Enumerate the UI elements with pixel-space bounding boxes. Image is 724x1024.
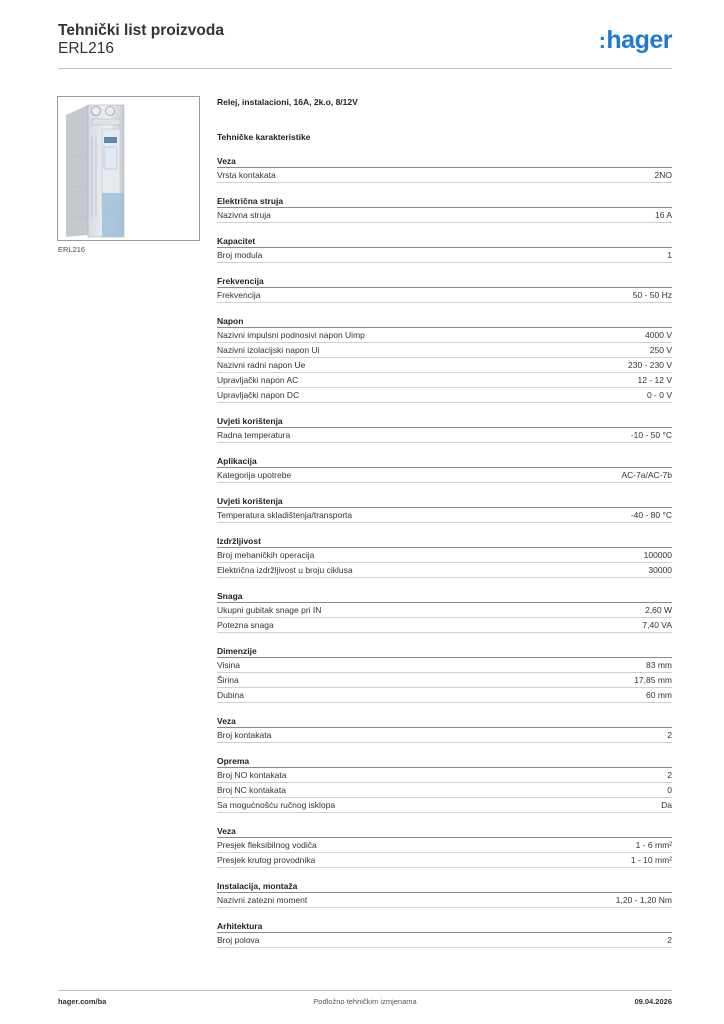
spec-row xyxy=(217,168,672,183)
footer-date: 09.04.2026 xyxy=(634,997,672,1006)
spec-group-title: Aplikacija xyxy=(217,455,672,468)
footer-divider xyxy=(58,990,672,991)
spec-row xyxy=(217,468,672,483)
spec-group xyxy=(217,880,672,908)
spec-row xyxy=(217,288,672,303)
spec-group xyxy=(217,155,672,183)
page-header xyxy=(58,22,672,70)
spec-row xyxy=(217,853,672,868)
spec-group-title: Snaga xyxy=(217,590,672,603)
spec-group xyxy=(217,195,672,223)
product-image-caption: ERL216 xyxy=(58,245,86,254)
spec-label: Nazivni zatezni moment xyxy=(217,895,308,905)
spec-row xyxy=(217,728,672,743)
spec-value: -40 - 80 °C xyxy=(630,510,672,520)
spec-group-title: Napon xyxy=(217,315,672,328)
spec-group-title: Veza xyxy=(217,825,672,838)
spec-row xyxy=(217,603,672,618)
spec-row xyxy=(217,673,672,688)
spec-label: Vrsta kontakata xyxy=(217,170,276,180)
spec-group xyxy=(217,645,672,703)
spec-group xyxy=(217,455,672,483)
spec-group-title: Veza xyxy=(217,155,672,168)
spec-row xyxy=(217,798,672,813)
page-footer xyxy=(58,997,672,1009)
spec-group-title: Električna struja xyxy=(217,195,672,208)
spec-group xyxy=(217,590,672,633)
spec-value: 100000 xyxy=(643,550,672,560)
spec-label: Upravljački napon AC xyxy=(217,375,299,385)
spec-row xyxy=(217,328,672,343)
spec-label: Broj mehaničkih operacija xyxy=(217,550,315,560)
spec-group xyxy=(217,535,672,578)
spec-value: 2 xyxy=(667,935,672,945)
spec-group-title: Kapacitet xyxy=(217,235,672,248)
spec-value: Da xyxy=(661,800,672,810)
spec-value: 0 - 0 V xyxy=(646,390,672,400)
spec-row xyxy=(217,893,672,908)
spec-row xyxy=(217,548,672,563)
spec-group xyxy=(217,315,672,403)
specs-section-title: Tehničke karakteristike xyxy=(217,132,311,142)
spec-value: 17,85 mm xyxy=(634,675,672,685)
spec-group xyxy=(217,715,672,743)
logo-text: hager xyxy=(606,26,672,54)
spec-label: Sa mogućnošću ručnog isklopa xyxy=(217,800,336,810)
spec-group xyxy=(217,415,672,443)
spec-label: Upravljački napon DC xyxy=(217,390,300,400)
footer-disclaimer: Podložno tehničkim izmjenama xyxy=(313,997,417,1006)
product-code: ERL216 xyxy=(58,40,115,57)
spec-row xyxy=(217,343,672,358)
spec-label: Ukupni gubitak snage pri IN xyxy=(217,605,322,615)
spec-label: Nazivni impulsni podnosivi napon Uimp xyxy=(217,330,365,340)
spec-label: Širina xyxy=(217,675,239,685)
document-title: Tehnički list proizvoda xyxy=(58,22,224,39)
spec-value: -10 - 50 °C xyxy=(630,430,672,440)
spec-group-title: Arhitektura xyxy=(217,920,672,933)
spec-value: 83 mm xyxy=(646,660,672,670)
spec-value: 1,20 - 1,20 Nm xyxy=(615,895,672,905)
spec-label: Potezna snaga xyxy=(217,620,274,630)
spec-value: 250 V xyxy=(649,345,672,355)
spec-row xyxy=(217,618,672,633)
spec-group-title: Uvjeti korištenja xyxy=(217,495,672,508)
spec-value: 230 - 230 V xyxy=(628,360,672,370)
spec-row xyxy=(217,658,672,673)
spec-group-title: Veza xyxy=(217,715,672,728)
spec-content xyxy=(217,96,672,948)
spec-row xyxy=(217,373,672,388)
spec-group xyxy=(217,495,672,523)
spec-group xyxy=(217,825,672,868)
spec-row xyxy=(217,933,672,948)
spec-row xyxy=(217,688,672,703)
spec-value: AC-7a/AC-7b xyxy=(621,470,672,480)
spec-value: 50 - 50 Hz xyxy=(632,290,672,300)
spec-row xyxy=(217,358,672,373)
spec-label: Kategorija upotrebe xyxy=(217,470,292,480)
spec-value: 30000 xyxy=(648,565,672,575)
spec-label: Nazivni izolacijski napon Ui xyxy=(217,345,320,355)
product-description: Relej, instalacioni, 16A, 2k.o, 8/12V xyxy=(217,97,358,107)
spec-group xyxy=(217,920,672,948)
spec-row xyxy=(217,388,672,403)
spec-row xyxy=(217,508,672,523)
spec-value: 60 mm xyxy=(646,690,672,700)
spec-group-title: Instalacija, montaža xyxy=(217,880,672,893)
spec-label: Broj NO kontakata xyxy=(217,770,287,780)
spec-label: Nazivni radni napon Ue xyxy=(217,360,306,370)
spec-row xyxy=(217,563,672,578)
spec-value: 7,40 VA xyxy=(642,620,672,630)
spec-row xyxy=(217,208,672,223)
spec-group-title: Uvjeti korištenja xyxy=(217,415,672,428)
spec-label: Frekvencija xyxy=(217,290,261,300)
spec-label: Presjek fleksibilnog vodiča xyxy=(217,840,317,850)
spec-row xyxy=(217,783,672,798)
modular-relay-icon xyxy=(58,97,199,240)
spec-value: 1 - 10 mm² xyxy=(630,855,672,865)
spec-label: Broj polova xyxy=(217,935,260,945)
spec-value: 2 xyxy=(667,770,672,780)
product-image xyxy=(57,96,200,241)
spec-groups xyxy=(217,155,672,948)
spec-group-title: Frekvencija xyxy=(217,275,672,288)
spec-value: 4000 V xyxy=(645,330,672,340)
spec-row xyxy=(217,428,672,443)
spec-row xyxy=(217,838,672,853)
spec-label: Presjek krutog provodnika xyxy=(217,855,316,865)
spec-value: 1 xyxy=(667,250,672,260)
spec-group-title: Dimenzije xyxy=(217,645,672,658)
spec-label: Električna izdržljivost u broju ciklusa xyxy=(217,565,353,575)
spec-label: Broj modula xyxy=(217,250,263,260)
spec-label: Broj NC kontakata xyxy=(217,785,286,795)
spec-row xyxy=(217,248,672,263)
spec-value: 0 xyxy=(667,785,672,795)
spec-label: Visina xyxy=(217,660,240,670)
spec-value: 2 xyxy=(667,730,672,740)
spec-label: Radna temperatura xyxy=(217,430,291,440)
spec-label: Dubina xyxy=(217,690,244,700)
spec-label: Nazivna struja xyxy=(217,210,271,220)
spec-group xyxy=(217,275,672,303)
spec-value: 2,60 W xyxy=(645,605,672,615)
spec-row xyxy=(217,768,672,783)
spec-label: Temperatura skladištenja/transporta xyxy=(217,510,353,520)
footer-website: hager.com/ba xyxy=(58,997,107,1006)
spec-group xyxy=(217,755,672,813)
spec-group-title: Oprema xyxy=(217,755,672,768)
header-divider xyxy=(58,68,672,69)
spec-value: 16 A xyxy=(654,210,672,220)
spec-value: 12 - 12 V xyxy=(637,375,672,385)
spec-value: 1 - 6 mm² xyxy=(635,840,672,850)
spec-value: 2NO xyxy=(654,170,672,180)
hager-logo: :hager xyxy=(598,26,672,54)
spec-group xyxy=(217,235,672,263)
spec-label: Broj kontakata xyxy=(217,730,272,740)
spec-group-title: Izdržljivost xyxy=(217,535,672,548)
